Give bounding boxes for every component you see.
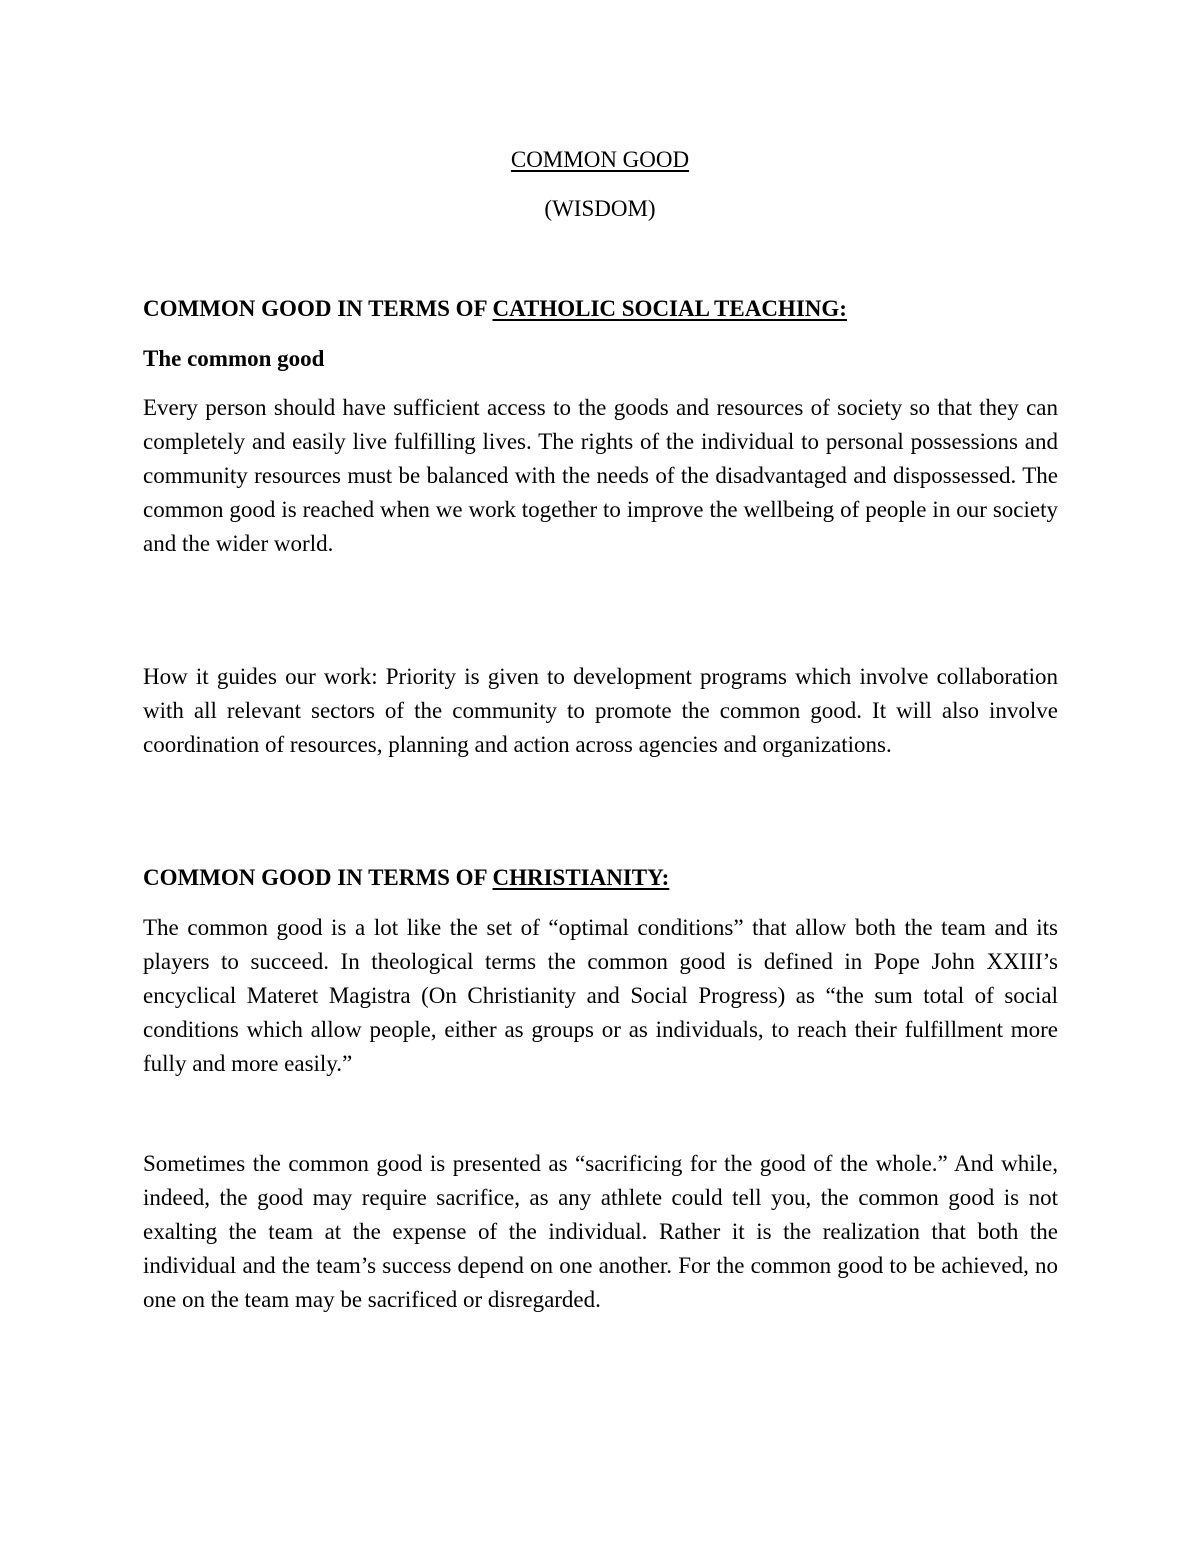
paragraph-access-to-goods: Every person should have sufficient access to the goods and resources of society so that they can completely and easily live fulfilling lives. The rights of the individual to personal possessions and community resources must be balanced with the needs of the disadvantaged and dispossessed. The common good is reached when we work together to improve the wellbeing of people in our society and the wider world.	[143, 395, 1058, 556]
heading-underlined-term: CATHOLIC SOCIAL TEACHING:	[492, 296, 847, 321]
paragraph-sacrificing: Sometimes the common good is presented as “sacrificing for the good of the whole.” And while, indeed, the good may require sacrifice, as any athlete could tell you, the common good is not exalting the team at the expense of the individual. Rather it is the realization that both the individual and the team’s success depend on one another. For the common good to be achieved, no one on the team may be sacrificed or disregarded.	[143, 1151, 1058, 1312]
document-title: COMMON GOOD	[510, 147, 690, 172]
section-heading-catholic-social-teaching	[143, 295, 847, 323]
paragraph-how-it-guides: How it guides our work: Priority is given to development programs which involve collaboration with all relevant sectors of the community to promote the common good. It will also involve coordination of resources, planning and action across agencies and organizations.	[143, 664, 1058, 757]
heading-prefix: COMMON GOOD IN TERMS OF	[143, 865, 493, 890]
heading-prefix: COMMON GOOD IN TERMS OF	[143, 296, 493, 321]
document-subtitle: (WISDOM)	[544, 196, 656, 221]
paragraph-optimal-conditions: The common good is a lot like the set of “optimal conditions” that allow both the team and its players to succeed. In theological terms the common good is defined in Pope John XXIII’s encyclical Materet Magistra (On Christianity and Social Progress) as “the sum total of social conditions which allow people, either as groups or as individuals, to reach their fulfillment more fully and more easily.”	[143, 915, 1058, 1076]
subheading-common-good: The common good	[143, 346, 325, 371]
section-heading-christianity	[143, 864, 669, 892]
heading-underlined-term: CHRISTIANITY:	[492, 865, 670, 890]
